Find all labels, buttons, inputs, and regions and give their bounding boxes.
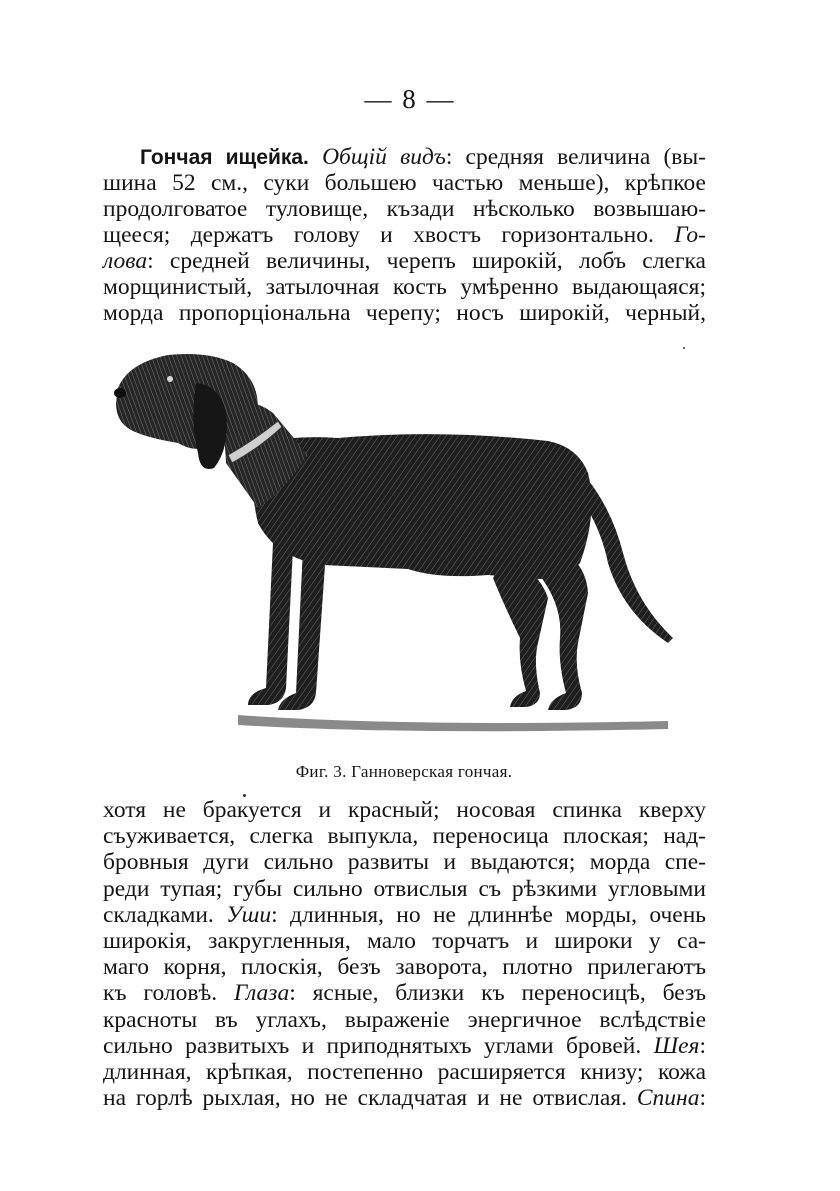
text-run: : средняя величина (вы- <box>445 144 706 170</box>
text-run: морщинистый, затылочная кость умѣренно выдающаяся; <box>103 274 706 300</box>
italic-term: Го- <box>674 222 706 248</box>
text-line <box>103 249 706 274</box>
text-line <box>103 981 706 1006</box>
text-line <box>140 145 706 170</box>
text-run: продолговатое туловище, къзади нѣсколько возвышаю- <box>103 196 706 222</box>
text-line <box>103 275 706 300</box>
text-run: складками. <box>103 901 227 928</box>
text-line <box>103 955 706 980</box>
text-run: шина 52 см., суки большею частью меньше), крѣпкое <box>103 170 706 196</box>
text-run: морда пропорціональна черепу; носъ широкій, черный, <box>103 300 706 326</box>
text-line <box>103 197 706 222</box>
text-run: сильно развитыхъ и приподнятыхъ углами бровей. <box>103 1032 654 1059</box>
text-line <box>103 1060 706 1085</box>
text-line <box>103 301 706 326</box>
text-run: : ясные, близки къ переносицѣ, безъ <box>289 980 706 1007</box>
text-line <box>103 929 706 954</box>
text-run: : <box>699 1032 706 1059</box>
text-line <box>103 1086 706 1111</box>
text-run: широкія, закругленныя, мало торчатъ и широки у са- <box>103 928 706 954</box>
italic-term: лова <box>103 248 148 274</box>
section-heading: Гончая ищейка. <box>140 146 309 169</box>
italic-term: Уши <box>226 901 272 928</box>
italic-term: Спина <box>636 1085 700 1112</box>
italic-term: Шея <box>653 1032 700 1059</box>
italic-term: Глаза <box>233 980 290 1007</box>
text-line <box>103 1034 706 1059</box>
text-run: хотя не бракуется и красный; носовая спинка кверху <box>103 797 706 823</box>
print-speck <box>243 794 246 797</box>
text-line <box>103 903 706 928</box>
page-number: — 8 — <box>364 84 456 114</box>
text-line <box>103 877 706 902</box>
figure-caption: Фиг. 3. Ганноверская гончая. <box>295 762 513 781</box>
text-run: длинная, крѣпкая, постепенно расширяется книзу; кожа <box>103 1059 706 1085</box>
italic-term: Общій видъ <box>322 144 446 170</box>
text-run: маго корня, плоскія, безъ заворота, плотно прилегаютъ <box>103 954 706 981</box>
print-speck <box>683 347 685 349</box>
text-run: красноты въ углахъ, выраженіе энергичное вслѣдствіе <box>103 1006 706 1033</box>
text-line <box>103 798 706 823</box>
text-line <box>103 824 706 849</box>
text-run: бровныя дуги сильно развиты и выдаются; морда спе- <box>103 849 706 876</box>
text-line <box>103 850 706 875</box>
text-run: къ головѣ. <box>103 980 234 1007</box>
text-run <box>309 144 322 170</box>
text-line <box>103 171 706 196</box>
text-run: : средней величины, черепъ широкій, лобъ слегка <box>147 248 706 274</box>
text-line <box>103 223 706 248</box>
text-run: : <box>699 1085 706 1112</box>
text-run: съуживается, слегка выпукла, переносица плоская; над- <box>103 823 706 850</box>
text-run: реди тупая; губы сильно отвислыя съ рѣзкими угловыми <box>103 875 706 902</box>
text-run: щееся; держатъ голову и хвостъ горизонтально. <box>103 222 675 248</box>
text-line <box>103 1008 706 1033</box>
hound-illustration <box>108 343 688 743</box>
text-run: на горлѣ рыхлая, но не складчатая и не отвислая. <box>103 1085 637 1112</box>
text-run: : длинныя, но не длиннѣе морды, очень <box>271 901 706 928</box>
